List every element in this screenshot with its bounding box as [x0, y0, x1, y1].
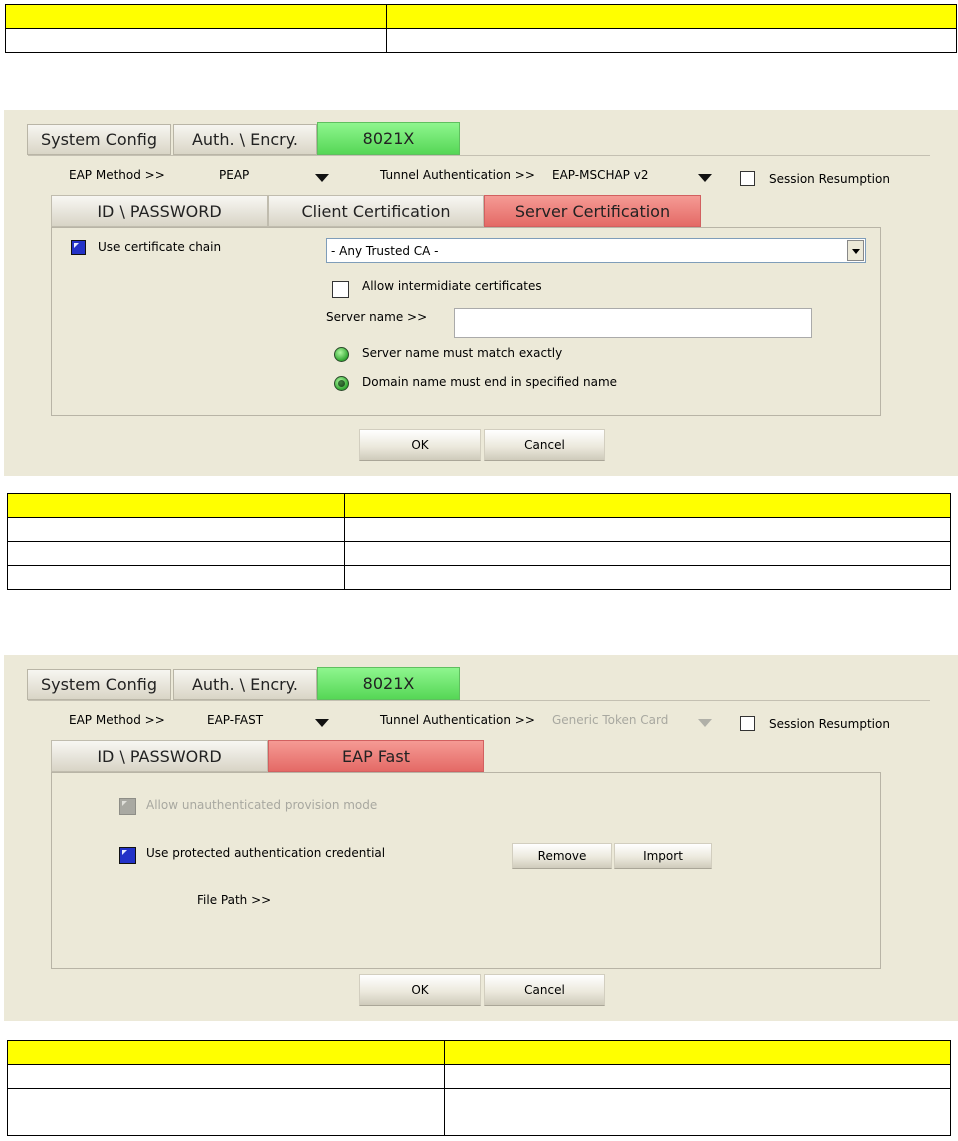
subtab-id-password[interactable]: ID \ PASSWORD — [51, 740, 268, 772]
table-header-row — [6, 5, 957, 29]
subtab-id-password[interactable]: ID \ PASSWORD — [51, 195, 268, 227]
session-resumption-label: Session Resumption — [769, 717, 890, 731]
cancel-button[interactable]: Cancel — [484, 974, 605, 1006]
use-protected-credential-checkbox[interactable] — [119, 847, 136, 864]
tab-8021x[interactable]: 8021X — [317, 667, 460, 700]
table-cell — [8, 566, 345, 590]
table-row — [6, 29, 957, 53]
table-row — [8, 518, 951, 542]
table-row — [8, 1089, 951, 1136]
session-resumption-checkbox[interactable] — [740, 171, 755, 186]
tunnel-auth-label: Tunnel Authentication >> — [380, 713, 535, 727]
table-cell — [445, 1089, 951, 1136]
eap-method-label: EAP Method >> — [69, 713, 165, 727]
tunnel-auth-dropdown-icon[interactable] — [698, 174, 712, 182]
table-cell — [345, 542, 951, 566]
bottom-table — [7, 1040, 951, 1136]
chevron-down-icon[interactable] — [847, 240, 864, 261]
table-row — [8, 542, 951, 566]
eap-method-value[interactable]: EAP-FAST — [207, 713, 264, 727]
dialog-8021x-eap-fast — [4, 655, 958, 1021]
use-cert-chain-checkbox[interactable] — [71, 240, 86, 255]
server-name-label: Server name >> — [326, 310, 428, 324]
import-button[interactable]: Import — [614, 843, 712, 869]
tab-8021x[interactable]: 8021X — [317, 122, 460, 155]
table-cell — [387, 5, 957, 29]
table-row — [8, 566, 951, 590]
tab-system-config[interactable]: System Config — [27, 669, 171, 700]
eap-method-dropdown-icon[interactable] — [315, 719, 329, 727]
middle-table — [7, 493, 951, 590]
table-cell — [6, 5, 387, 29]
table-header-row — [8, 494, 951, 518]
eap-method-dropdown-icon[interactable] — [315, 174, 329, 182]
remove-button[interactable]: Remove — [512, 843, 612, 869]
table-cell — [445, 1041, 951, 1065]
cancel-button[interactable]: Cancel — [484, 429, 605, 461]
tunnel-auth-value: Generic Token Card — [552, 713, 669, 727]
tab-divider — [28, 155, 930, 156]
table-cell — [8, 1089, 445, 1136]
table-cell — [445, 1065, 951, 1089]
table-cell — [345, 494, 951, 518]
table-cell — [8, 494, 345, 518]
tunnel-auth-dropdown-icon — [698, 719, 712, 727]
allow-unauth-checkbox — [119, 798, 136, 815]
table-cell — [8, 518, 345, 542]
radio-server-name-exact-label: Server name must match exactly — [362, 346, 563, 360]
subtab-server-certification[interactable]: Server Certification — [484, 195, 701, 227]
use-cert-chain-label: Use certificate chain — [98, 240, 222, 254]
allow-intermediate-checkbox[interactable] — [332, 281, 349, 298]
tab-auth-encry[interactable]: Auth. \ Encry. — [173, 124, 317, 155]
subtab-client-certification[interactable]: Client Certification — [268, 195, 484, 227]
table-cell — [345, 518, 951, 542]
ca-select[interactable] — [326, 238, 866, 263]
session-resumption-label: Session Resumption — [769, 172, 890, 186]
tunnel-auth-label: Tunnel Authentication >> — [380, 168, 535, 182]
radio-domain-name-end[interactable] — [334, 376, 349, 391]
table-cell — [8, 542, 345, 566]
eap-method-label: EAP Method >> — [69, 168, 165, 182]
table-cell — [387, 29, 957, 53]
table-cell — [345, 566, 951, 590]
table-header-row — [8, 1041, 951, 1065]
server-name-input[interactable] — [454, 308, 812, 338]
subtab-eap-fast[interactable]: EAP Fast — [268, 740, 484, 772]
ca-select-value: - Any Trusted CA - — [331, 244, 439, 258]
radio-server-name-exact[interactable] — [334, 347, 349, 362]
radio-domain-name-end-label: Domain name must end in specified name — [362, 375, 618, 389]
ok-button[interactable]: OK — [359, 429, 481, 461]
dialog-8021x-peap — [4, 110, 958, 476]
tunnel-auth-value[interactable]: EAP-MSCHAP v2 — [552, 168, 649, 182]
server-cert-panel — [51, 227, 881, 416]
table-cell — [8, 1065, 445, 1089]
top-table — [5, 4, 957, 53]
table-cell — [6, 29, 387, 53]
allow-intermediate-label: Allow intermidiate certificates — [362, 279, 542, 293]
tab-auth-encry[interactable]: Auth. \ Encry. — [173, 669, 317, 700]
table-cell — [8, 1041, 445, 1065]
allow-unauth-label: Allow unauthenticated provision mode — [146, 798, 378, 812]
file-path-label: File Path >> — [197, 893, 272, 907]
ok-button[interactable]: OK — [359, 974, 481, 1006]
use-protected-credential-label: Use protected authentication credential — [146, 846, 386, 860]
tab-system-config[interactable]: System Config — [27, 124, 171, 155]
eap-method-value[interactable]: PEAP — [219, 168, 250, 182]
session-resumption-checkbox[interactable] — [740, 716, 755, 731]
table-row — [8, 1065, 951, 1089]
eap-fast-panel — [51, 772, 881, 969]
tab-divider — [28, 700, 930, 701]
